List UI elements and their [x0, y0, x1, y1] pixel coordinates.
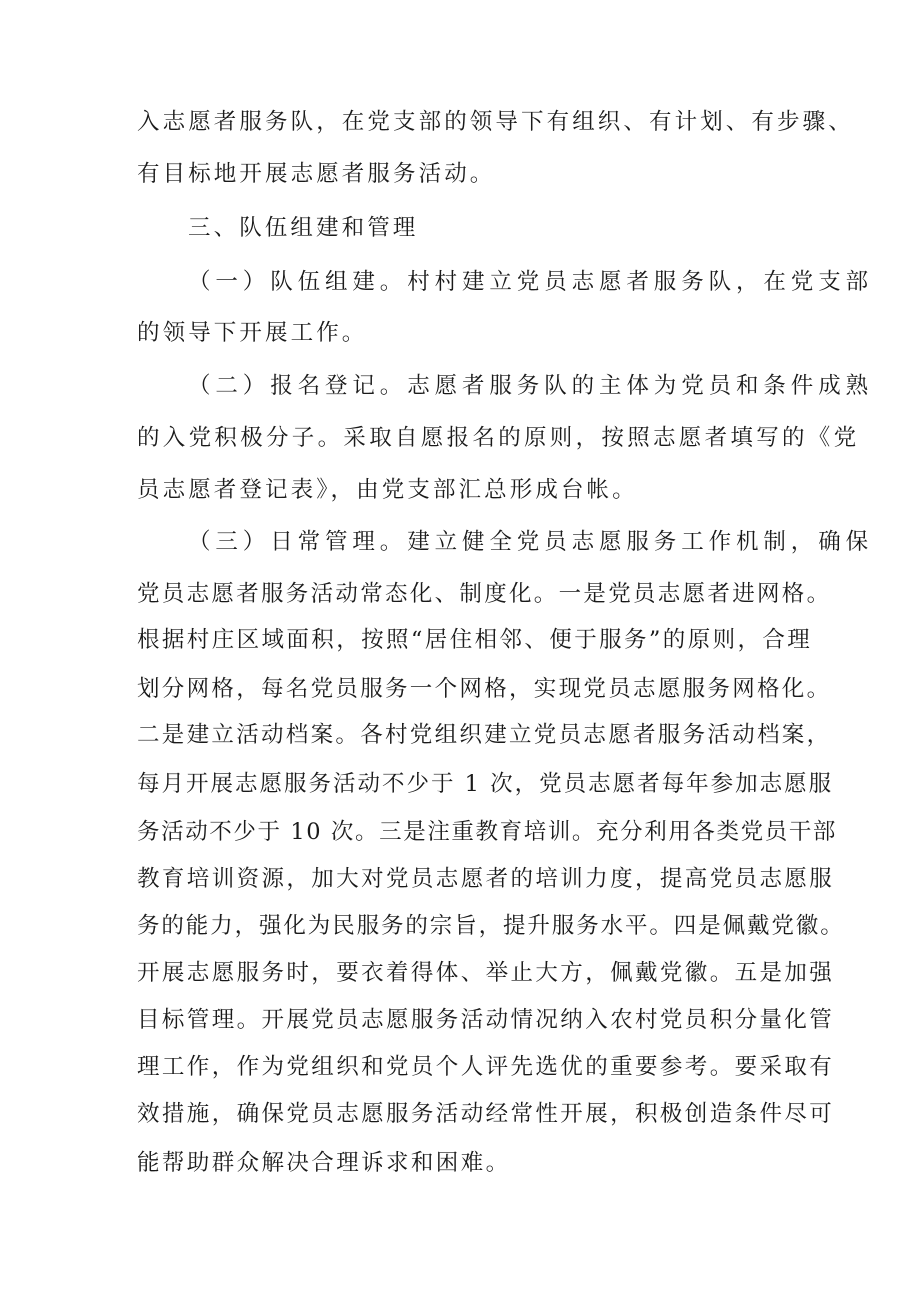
line-text: 开展志愿服务时，要衣着得体、举止大方，佩戴党徽。五是加强: [137, 960, 835, 986]
line-text: 的入党积极分子。采取自愿报名的原则，按照志愿者填写的《党: [137, 425, 860, 451]
text-line: [0, 859, 920, 899]
line-text: 理工作，作为党组织和党员个人评先选优的重要参考。要采取有: [137, 1054, 835, 1080]
text-line: [0, 953, 920, 993]
section-heading: [0, 208, 920, 248]
line-text: 有目标地开展志愿者服务活动。: [137, 161, 496, 187]
line-text: 的领导下开展工作。: [137, 320, 368, 346]
line-text: （三）日常管理。建立健全党员志愿服务工作机制，确保: [188, 529, 874, 555]
line-text: 务活动不少于 10 次。三是注重教育培训。充分利用各类党员干部: [137, 819, 838, 845]
text-line: [0, 620, 920, 660]
line-text: 员志愿者登记表》，由党支部汇总形成台帐。: [137, 477, 638, 503]
text-line: [0, 574, 920, 614]
text-line: [0, 715, 920, 755]
text-line: [0, 154, 920, 194]
line-text: 入志愿者服务队，在党支部的领导下有组织、有计划、有步骤、: [137, 109, 854, 135]
line-text: （一）队伍组建。村村建立党员志愿者服务队，在党支部: [188, 269, 874, 295]
line-text: 党员志愿者服务活动常态化、制度化。一是党员志愿者进网格。: [137, 581, 832, 607]
text-line: [0, 470, 920, 510]
text-line: [0, 102, 920, 142]
line-text: 能帮助群众解决合理诉求和困难。: [137, 1150, 511, 1176]
text-line: [0, 1000, 920, 1040]
text-line: [0, 1047, 920, 1087]
text-line: [0, 906, 920, 946]
text-line: [0, 669, 920, 709]
line-text: 根据村庄区域面积，按照“居住相邻、便于服务”的原则，合理: [137, 627, 813, 653]
line-text: 务的能力，强化为民服务的宗旨，提升服务水平。四是佩戴党徽。: [137, 913, 845, 939]
text-line: [0, 522, 920, 562]
text-line: [0, 313, 920, 353]
text-line: [0, 262, 920, 302]
text-line: [0, 366, 920, 406]
line-text: （二）报名登记。志愿者服务队的主体为党员和条件成熟: [188, 373, 874, 399]
line-text: 三、队伍组建和管理: [188, 215, 419, 241]
text-line: [0, 812, 920, 852]
line-text: 目标管理。开展党员志愿服务活动情况纳入农村党员积分量化管: [137, 1007, 835, 1033]
text-line: [0, 764, 920, 804]
text-line: [0, 418, 920, 458]
line-text: 教育培训资源，加大对党员志愿者的培训力度，提高党员志愿服: [137, 866, 835, 892]
line-text: 效措施，确保党员志愿服务活动经常性开展，积极创造条件尽可: [137, 1101, 835, 1127]
line-text: 每月开展志愿服务活动不少于 1 次，党员志愿者每年参加志愿服: [137, 771, 834, 797]
line-text: 二是建立活动档案。各村党组织建立党员志愿者服务活动档案，: [137, 722, 832, 748]
text-line: [0, 1094, 920, 1134]
text-line: [0, 1143, 920, 1183]
line-text: 划分网格，每名党员服务一个网格，实现党员志愿服务网格化。: [137, 676, 832, 702]
